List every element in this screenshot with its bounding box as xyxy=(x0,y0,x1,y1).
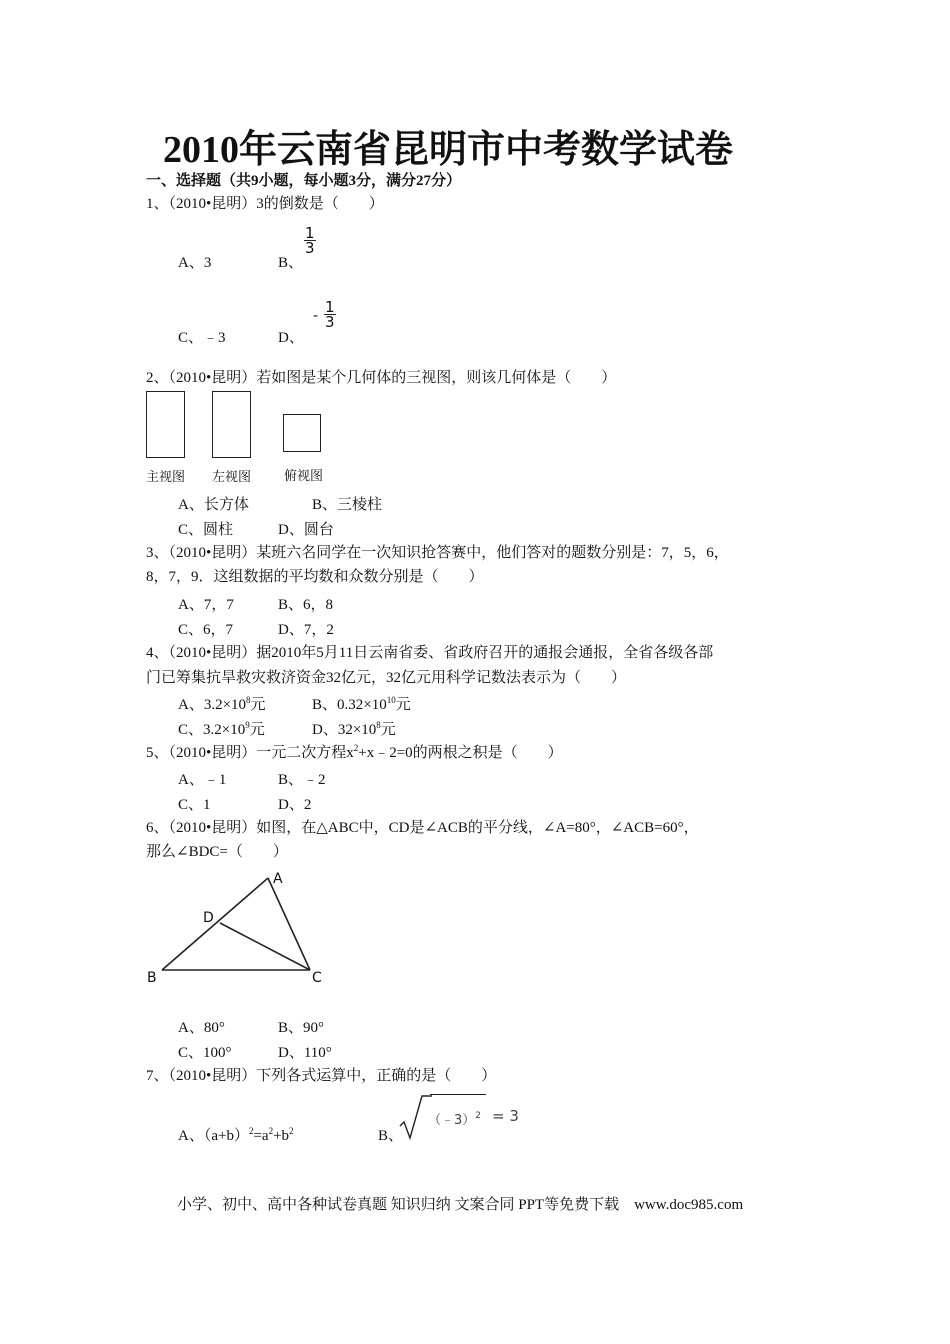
equation-rhs: = 3 xyxy=(492,1107,519,1125)
option-unit: 元 xyxy=(380,722,396,738)
page-title: 2010年云南省昆明市中考数学试卷 xyxy=(163,129,734,171)
vertex-b-label: B xyxy=(147,970,157,986)
side-ba xyxy=(162,878,268,970)
question-1-option-a[interactable]: A、3 xyxy=(178,255,212,271)
side-view-rect xyxy=(212,391,251,458)
question-3-option-b[interactable]: B、6，8 xyxy=(278,597,334,613)
question-6-option-d[interactable]: D、110° xyxy=(278,1045,332,1061)
option-b-label: B、 xyxy=(278,255,304,271)
exponent: 2 xyxy=(248,1126,254,1136)
question-3-option-d[interactable]: D、7，2 xyxy=(278,622,334,638)
vertex-c-label: C xyxy=(312,970,322,986)
question-3-stem-line2: 8，7，9．这组数据的平均数和众数分别是（ ） xyxy=(146,569,484,585)
option-unit: 元 xyxy=(395,697,411,713)
question-2-option-c[interactable]: C、圆柱 xyxy=(178,522,234,538)
exponent: 2 xyxy=(268,1126,274,1136)
side-ac xyxy=(268,878,310,970)
question-7-option-a[interactable] xyxy=(178,1124,294,1145)
question-2-option-d[interactable]: D、圆台 xyxy=(278,522,334,538)
front-view-rect xyxy=(146,391,185,458)
question-6-stem-line2: 那么∠BDC=（ ） xyxy=(146,844,288,860)
exponent: 2 xyxy=(289,1126,294,1136)
question-6-option-b[interactable]: B、90° xyxy=(278,1020,325,1036)
option-text: D、32×10 xyxy=(312,722,377,738)
question-2-option-a[interactable]: A、长方体 xyxy=(178,497,249,513)
question-1-option-c[interactable]: C、﹣3 xyxy=(178,330,226,346)
question-7-stem: 7、（2010•昆明）下列各式运算中，正确的是（ ） xyxy=(146,1068,497,1084)
question-2-stem: 2、（2010•昆明）若如图是某个几何体的三视图，则该几何体是（ ） xyxy=(146,370,617,386)
page-footer: 小学、初中、高中各种试卷真题 知识归纳 文案合同 PPT等免费下载 www.doc985.com xyxy=(177,1197,744,1213)
fraction-negative-one-third xyxy=(324,300,336,329)
option-text: A、3.2×10 xyxy=(178,697,247,713)
question-6-option-c[interactable]: C、100° xyxy=(178,1045,232,1061)
exponent: 8 xyxy=(376,720,381,730)
option-unit: 元 xyxy=(249,722,265,738)
negative-sign: - xyxy=(313,308,319,324)
triangle-figure xyxy=(140,866,340,996)
stem-text: +x﹣2=0的两根之积是（ ） xyxy=(358,745,563,761)
option-text: +b xyxy=(273,1128,290,1144)
option-text: =a xyxy=(253,1128,269,1144)
exponent: 2 xyxy=(353,743,359,753)
exponent: 2 xyxy=(475,1111,482,1121)
question-5-option-a[interactable]: A、﹣1 xyxy=(178,772,227,788)
option-unit: 元 xyxy=(250,697,266,713)
question-4-option-d[interactable] xyxy=(312,718,396,739)
question-1-option-d[interactable] xyxy=(278,326,304,347)
question-5-stem xyxy=(146,743,563,763)
question-3-stem-line1: 3、（2010•昆明）某班六名同学在一次知识抢答赛中，他们答对的题数分别是：7，5，6， xyxy=(146,545,729,561)
fraction-denominator: 3 xyxy=(305,239,315,257)
bisector-cd xyxy=(220,923,310,970)
question-5-option-d[interactable]: D、2 xyxy=(278,797,312,813)
question-3-option-c[interactable]: C、6，7 xyxy=(178,622,234,638)
question-1-option-b[interactable] xyxy=(278,251,303,272)
exponent: 10 xyxy=(386,695,396,705)
radicand-text: （﹣3） xyxy=(428,1113,476,1128)
option-text: B、0.32×10 xyxy=(312,697,387,713)
option-b-label: B、 xyxy=(378,1128,404,1144)
radicand xyxy=(428,1109,481,1128)
section-heading: 一、选择题（共9小题，每小题3分，满分27分） xyxy=(146,173,462,189)
question-4-option-c[interactable] xyxy=(178,718,265,739)
question-3-option-a[interactable]: A、7，7 xyxy=(178,597,234,613)
question-5-option-b[interactable]: B、﹣2 xyxy=(278,772,326,788)
question-6-option-a[interactable]: A、80° xyxy=(178,1020,225,1036)
option-d-label: D、 xyxy=(278,330,304,346)
question-4-option-b[interactable] xyxy=(312,693,411,714)
question-4-option-a[interactable] xyxy=(178,693,266,714)
vertex-a-label: A xyxy=(273,871,283,887)
question-1-stem: 1、（2010•昆明）3的倒数是（ ） xyxy=(146,196,384,212)
question-4-stem-line2: 门已筹集抗旱救灾救济资金32亿元，32亿元用科学记数法表示为（ ） xyxy=(146,670,627,686)
fraction-numerator: 1 xyxy=(305,224,315,242)
option-text: A、（a+b） xyxy=(178,1128,249,1144)
question-5-option-c[interactable]: C、1 xyxy=(178,797,211,813)
option-text: C、3.2×10 xyxy=(178,722,246,738)
top-view-label: 俯视图 xyxy=(284,469,324,484)
question-4-stem-line1: 4、（2010•昆明）据2010年5月11日云南省委、省政府召开的通报会通报，全省各级各部 xyxy=(146,645,714,661)
exponent: 9 xyxy=(245,720,250,730)
vertex-d-label: D xyxy=(203,910,214,926)
fraction-numerator: 1 xyxy=(325,298,335,316)
question-6-stem-line1: 6、（2010•昆明）如图，在△ABC中，CD是∠ACB的平分线，∠A=80°，∠ACB=60°， xyxy=(146,820,699,836)
fraction-denominator: 3 xyxy=(325,313,335,331)
fraction-one-third xyxy=(304,226,316,255)
question-2-option-b[interactable]: B、三棱柱 xyxy=(312,497,383,513)
top-view-square xyxy=(283,414,321,452)
exponent: 8 xyxy=(246,695,251,705)
front-view-label: 主视图 xyxy=(146,470,186,485)
radical-vinculum xyxy=(430,1094,486,1095)
side-view-label: 左视图 xyxy=(212,470,252,485)
stem-text: 5、（2010•昆明）一元二次方程x xyxy=(146,745,354,761)
